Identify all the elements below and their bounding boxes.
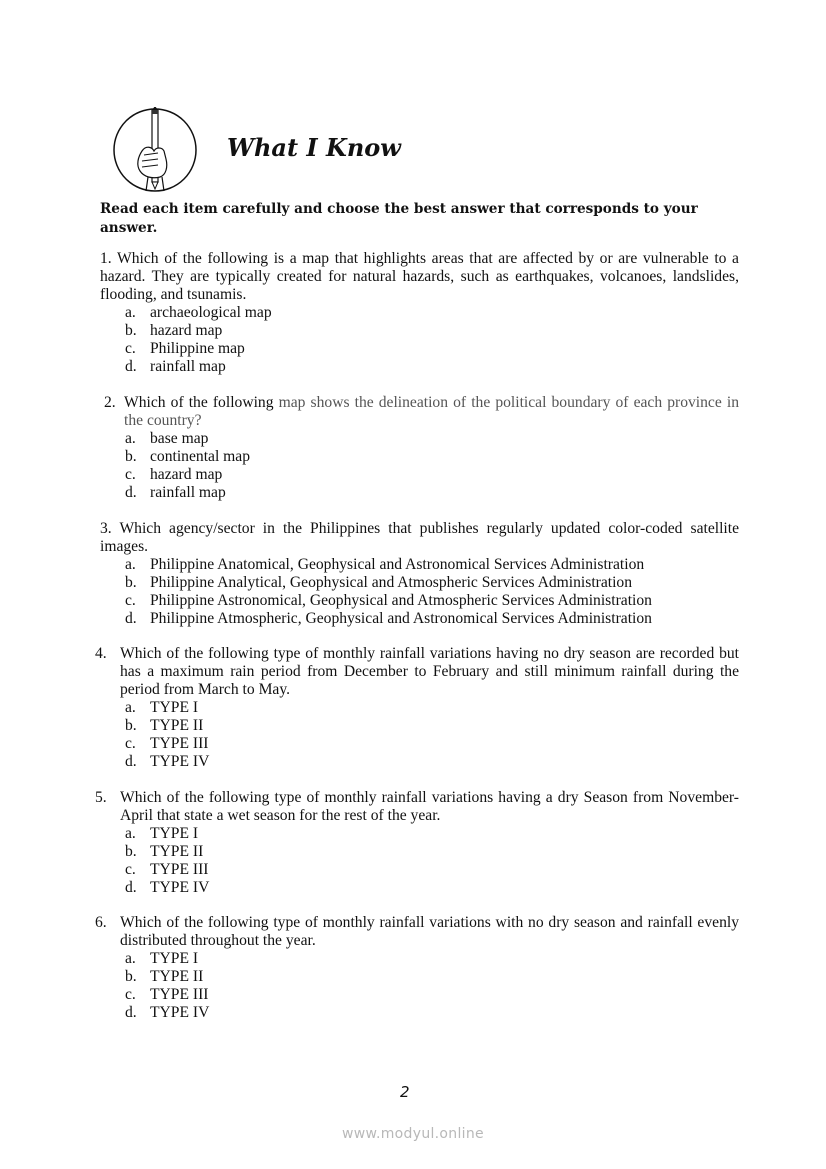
option-c[interactable]: c. TYPE III	[125, 986, 209, 1003]
option-b[interactable]: b. continental map	[125, 448, 251, 465]
question-stem	[95, 645, 739, 699]
question-number: 6.	[95, 914, 107, 931]
option-a[interactable]: a. archaeological map	[125, 304, 272, 321]
question-text: Which of the following is a map that highlights areas that are affected by or are vulnerable to a hazard. They are typically created for natural hazards, such as earthquakes, volcanoes, landslides, flooding, and tsunamis.	[100, 250, 739, 303]
option-c[interactable]: c. Philippine map	[125, 340, 245, 357]
option-a[interactable]: a. TYPE I	[125, 825, 199, 842]
options-list	[125, 699, 739, 771]
question-stem	[100, 520, 739, 556]
instructions: Read each item carefully and choose the best answer that corresponds to your answer.	[100, 201, 698, 236]
question-text: Which of the following type of monthly rainfall variations with no dry season and rainfall evenly distributed throughout the year.	[120, 914, 739, 949]
options-list	[125, 825, 739, 897]
hand-holding-pencil-icon	[112, 107, 198, 193]
option-b[interactable]: b. TYPE II	[125, 968, 204, 985]
option-a[interactable]: a. TYPE I	[125, 950, 199, 967]
question-text: Which of the following type of monthly rainfall variations having a dry Season from November-April that state a wet season for the rest of the year.	[120, 789, 739, 824]
question-1	[100, 250, 739, 376]
option-d[interactable]: d. TYPE IV	[125, 1004, 210, 1021]
question-number: 1.	[100, 250, 112, 267]
question-text: Which agency/sector in the Philippines that publishes regularly updated color-coded satellite images.	[100, 520, 739, 555]
option-b[interactable]: b. hazard map	[125, 322, 223, 339]
section-header	[112, 107, 198, 193]
option-c[interactable]: c. TYPE III	[125, 861, 209, 878]
option-d[interactable]: d. TYPE IV	[125, 753, 210, 770]
options-list	[125, 556, 739, 628]
option-a[interactable]: a. Philippine Anatomical, Geophysical and Astronomical Services Administration	[125, 556, 645, 573]
question-text: Which of the following map shows the delineation of the political boundary of each province in the country?	[124, 394, 739, 429]
question-stem	[100, 250, 739, 304]
option-c[interactable]: c. Philippine Astronomical, Geophysical and Atmospheric Services Administration	[125, 592, 652, 609]
option-d[interactable]: d. rainfall map	[125, 358, 226, 375]
option-a[interactable]: a. TYPE I	[125, 699, 199, 716]
question-number: 4.	[95, 645, 107, 662]
question-5	[95, 789, 739, 897]
options-list	[125, 950, 739, 1022]
section-title: What I Know	[227, 133, 401, 162]
option-d[interactable]: d. Philippine Atmospheric, Geophysical and Astronomical Services Administration	[125, 610, 652, 627]
options-list	[125, 304, 739, 376]
question-6	[95, 914, 739, 1022]
option-b[interactable]: b. TYPE II	[125, 717, 204, 734]
question-stem	[95, 789, 739, 825]
option-b[interactable]: b. TYPE II	[125, 843, 204, 860]
question-3	[100, 520, 739, 628]
question-stem	[95, 914, 739, 950]
watermark: www.modyul.online	[342, 1126, 484, 1142]
question-number: 2.	[104, 394, 116, 411]
question-stem	[104, 394, 739, 430]
page-number: 2	[400, 1083, 410, 1101]
question-2	[104, 394, 739, 502]
option-d[interactable]: d. rainfall map	[125, 484, 226, 501]
question-text: Which of the following type of monthly rainfall variations having no dry season are recorded but has a maximum rain period from December to February and still minimum rainfall during the period from March to May.	[120, 645, 739, 698]
question-number: 5.	[95, 789, 107, 806]
question-number: 3.	[100, 520, 112, 537]
option-c[interactable]: c. TYPE III	[125, 735, 209, 752]
option-b[interactable]: b. Philippine Analytical, Geophysical and Atmospheric Services Administration	[125, 574, 633, 591]
options-list	[125, 430, 739, 502]
option-a[interactable]: a. base map	[125, 430, 209, 447]
option-c[interactable]: c. hazard map	[125, 466, 223, 483]
option-d[interactable]: d. TYPE IV	[125, 879, 210, 896]
question-4	[95, 645, 739, 771]
